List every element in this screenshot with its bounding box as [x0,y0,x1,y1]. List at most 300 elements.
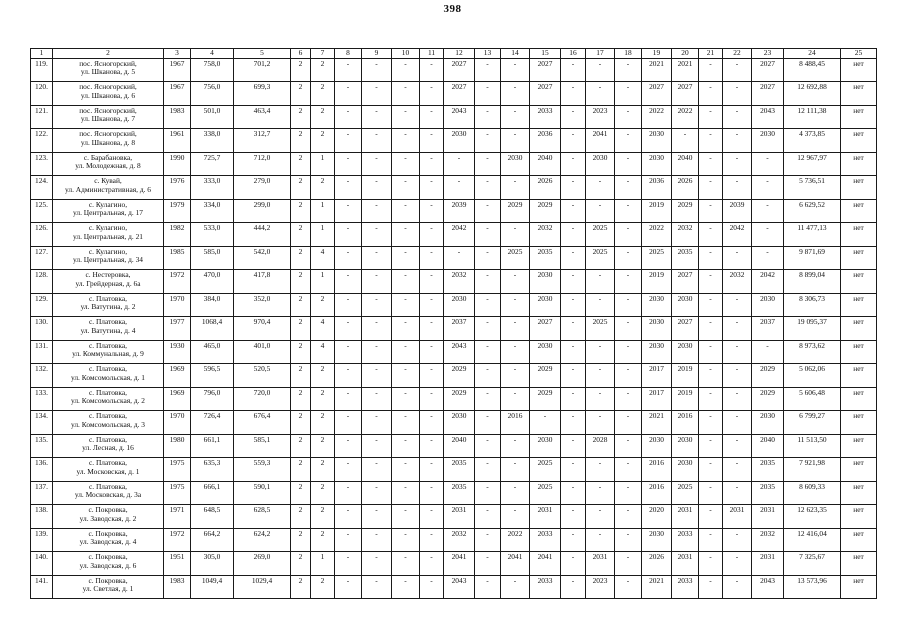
cell-col-6: 2 [291,293,311,317]
cell-col-18: - [615,246,642,270]
cell-col-4: 333,0 [191,176,234,200]
cell-col-3: 1969 [164,387,191,411]
cell-col-24: 8 306,73 [784,293,841,317]
cell-col-3: 1972 [164,270,191,294]
cell-col-19: 2016 [642,481,672,505]
cell-col-11: - [420,129,444,153]
cell-col-13: - [475,223,501,247]
cell-col-12: 2041 [444,552,475,576]
cell-col-23: - [752,246,784,270]
address-locality: с. Платовка, [88,340,127,350]
cell-col-14: - [501,458,530,482]
row-number: 138. [31,505,53,529]
cell-col-21: - [699,481,723,505]
cell-col-11: - [420,575,444,599]
cell-col-18: - [615,199,642,223]
cell-col-21: - [699,458,723,482]
cell-col-9: - [362,199,392,223]
cell-col-8: - [335,317,362,341]
cell-col-23: 2030 [752,293,784,317]
address-locality: с. Покровка, [88,575,128,585]
table-row [31,152,877,176]
cell-col-8: - [335,176,362,200]
cell-col-15: 2027 [530,317,561,341]
cell-col-8: - [335,105,362,129]
cell-col-20: 2032 [672,223,699,247]
cell-col-17: - [586,82,615,106]
row-number: 126. [31,223,53,247]
address-street: ул. Коммунальная, д. 9 [72,349,144,359]
cell-col-5: 269,0 [234,552,291,576]
address-street: ул. Шканова, д. 7 [80,114,136,124]
cell-col-15: 2030 [530,434,561,458]
cell-col-9: - [362,105,392,129]
address-locality: с. Кувай, [94,176,122,186]
cell-col-24: 19 095,37 [784,317,841,341]
cell-col-10: - [392,82,420,106]
cell-col-16: - [561,364,586,388]
page-number: 398 [443,3,462,15]
cell-col-24: 11 477,13 [784,223,841,247]
table-row [31,575,877,599]
cell-col-20: 2026 [672,176,699,200]
address-cell [53,58,164,82]
cell-col-20: 2030 [672,458,699,482]
cell-col-5: 417,8 [234,270,291,294]
cell-col-13: - [475,552,501,576]
cell-col-15: 2036 [530,129,561,153]
address-locality: с. Кулагино, [88,246,128,256]
cell-col-11: - [420,58,444,82]
cell-col-4: 726,4 [191,411,234,435]
cell-col-14: 2041 [501,552,530,576]
cell-col-5: 463,4 [234,105,291,129]
cell-col-23: 2031 [752,552,784,576]
cell-col-6: 2 [291,481,311,505]
table-row [31,270,877,294]
cell-col-23: 2043 [752,575,784,599]
row-number: 132. [31,364,53,388]
address-locality: с. Платовка, [88,434,127,444]
cell-col-12: 2030 [444,411,475,435]
address-cell [53,270,164,294]
cell-col-17: - [586,411,615,435]
address-locality: с. Платовка, [88,458,127,468]
cell-col-23: 2027 [752,82,784,106]
cell-col-12: 2032 [444,270,475,294]
address-street: ул. Комсомольская, д. 1 [71,372,145,382]
column-number-row [31,49,877,59]
cell-col-25: нет [841,152,877,176]
row-number: 123. [31,152,53,176]
cell-col-23: 2043 [752,105,784,129]
cell-col-11: - [420,199,444,223]
row-number: 131. [31,340,53,364]
cell-col-15: 2041 [530,552,561,576]
cell-col-10: - [392,340,420,364]
cell-col-16: - [561,293,586,317]
cell-col-24: 6 799,27 [784,411,841,435]
cell-col-14: - [501,364,530,388]
cell-col-21: - [699,293,723,317]
cell-col-8: - [335,434,362,458]
cell-col-13: - [475,82,501,106]
column-header-16: 16 [561,49,586,59]
cell-col-16: - [561,152,586,176]
cell-col-6: 2 [291,317,311,341]
cell-col-18: - [615,411,642,435]
address-locality: с. Покровка, [88,528,128,538]
cell-col-21: - [699,58,723,82]
cell-col-4: 305,0 [191,552,234,576]
cell-col-21: - [699,223,723,247]
cell-col-14: - [501,317,530,341]
cell-col-3: 1961 [164,129,191,153]
cell-col-5: 444,2 [234,223,291,247]
address-street: ул. Заводская, д. 4 [79,537,137,547]
cell-col-17: - [586,340,615,364]
cell-col-3: 1982 [164,223,191,247]
cell-col-12: - [444,152,475,176]
column-header-10: 10 [392,49,420,59]
cell-col-9: - [362,152,392,176]
cell-col-14: 2030 [501,152,530,176]
cell-col-21: - [699,575,723,599]
cell-col-25: нет [841,340,877,364]
cell-col-6: 2 [291,434,311,458]
cell-col-12: 2035 [444,481,475,505]
cell-col-22: - [723,293,752,317]
row-number: 120. [31,82,53,106]
cell-col-12: 2039 [444,199,475,223]
column-header-13: 13 [475,49,501,59]
cell-col-5: 279,0 [234,176,291,200]
cell-col-11: - [420,82,444,106]
cell-col-19: 2017 [642,364,672,388]
cell-col-18: - [615,528,642,552]
cell-col-7: 2 [311,505,335,529]
column-header-8: 8 [335,49,362,59]
cell-col-15: 2026 [530,176,561,200]
address-cell [53,293,164,317]
cell-col-10: - [392,364,420,388]
cell-col-25: нет [841,317,877,341]
cell-col-13: - [475,176,501,200]
cell-col-24: 9 871,69 [784,246,841,270]
cell-col-16: - [561,481,586,505]
cell-col-3: 1967 [164,58,191,82]
cell-col-24: 8 973,62 [784,340,841,364]
cell-col-10: - [392,129,420,153]
cell-col-23: 2042 [752,270,784,294]
cell-col-5: 312,7 [234,129,291,153]
address-street: ул. Светлая, д. 1 [82,584,134,594]
column-header-14: 14 [501,49,530,59]
cell-col-15: 2029 [530,387,561,411]
cell-col-19: 2019 [642,199,672,223]
cell-col-12: 2029 [444,364,475,388]
address-cell [53,434,164,458]
cell-col-23: 2035 [752,458,784,482]
cell-col-19: 2036 [642,176,672,200]
cell-col-20: 2025 [672,481,699,505]
cell-col-16: - [561,317,586,341]
cell-col-15: 2031 [530,505,561,529]
address-street: ул. Московская, д. 1 [76,466,140,476]
cell-col-11: - [420,387,444,411]
cell-col-19: 2021 [642,575,672,599]
cell-col-8: - [335,411,362,435]
cell-col-16: - [561,340,586,364]
cell-col-17: 2025 [586,223,615,247]
cell-col-22: 2042 [723,223,752,247]
table-row [31,434,877,458]
cell-col-10: - [392,58,420,82]
cell-col-18: - [615,434,642,458]
row-number: 125. [31,199,53,223]
column-header-24: 24 [784,49,841,59]
column-header-3: 3 [164,49,191,59]
row-number: 137. [31,481,53,505]
cell-col-10: - [392,552,420,576]
column-header-12: 12 [444,49,475,59]
cell-col-18: - [615,293,642,317]
cell-col-17: 2023 [586,105,615,129]
cell-col-16: - [561,58,586,82]
cell-col-6: 2 [291,152,311,176]
column-header-2: 2 [53,49,164,59]
row-number: 129. [31,293,53,317]
cell-col-21: - [699,411,723,435]
cell-col-7: 2 [311,58,335,82]
cell-col-13: - [475,387,501,411]
cell-col-7: 2 [311,411,335,435]
cell-col-13: - [475,293,501,317]
cell-col-16: - [561,575,586,599]
address-locality: с. Барабановка, [83,152,133,162]
address-cell [53,199,164,223]
cell-col-10: - [392,528,420,552]
cell-col-12: 2043 [444,105,475,129]
cell-col-14: - [501,176,530,200]
cell-col-10: - [392,223,420,247]
cell-col-24: 8 899,04 [784,270,841,294]
cell-col-19: 2022 [642,105,672,129]
row-number: 122. [31,129,53,153]
cell-col-8: - [335,129,362,153]
cell-col-9: - [362,317,392,341]
cell-col-10: - [392,387,420,411]
cell-col-13: - [475,152,501,176]
cell-col-12: 2032 [444,528,475,552]
cell-col-9: - [362,481,392,505]
cell-col-22: - [723,82,752,106]
cell-col-24: 13 573,96 [784,575,841,599]
cell-col-21: - [699,364,723,388]
cell-col-13: - [475,129,501,153]
cell-col-17: 2028 [586,434,615,458]
cell-col-13: - [475,270,501,294]
cell-col-13: - [475,505,501,529]
cell-col-11: - [420,364,444,388]
cell-col-20: 2022 [672,105,699,129]
cell-col-12: - [444,176,475,200]
cell-col-5: 712,0 [234,152,291,176]
cell-col-4: 758,0 [191,58,234,82]
cell-col-16: - [561,434,586,458]
cell-col-15: - [530,411,561,435]
cell-col-15: 2025 [530,458,561,482]
cell-col-25: нет [841,458,877,482]
cell-col-3: 1990 [164,152,191,176]
cell-col-25: нет [841,293,877,317]
cell-col-22: - [723,458,752,482]
address-cell [53,575,164,599]
row-number: 127. [31,246,53,270]
cell-col-4: 470,0 [191,270,234,294]
cell-col-4: 635,3 [191,458,234,482]
cell-col-8: - [335,199,362,223]
cell-col-15: 2030 [530,293,561,317]
cell-col-4: 338,0 [191,129,234,153]
cell-col-22: - [723,152,752,176]
table-row [31,505,877,529]
cell-col-9: - [362,434,392,458]
cell-col-3: 1930 [164,340,191,364]
cell-col-17: 2041 [586,129,615,153]
cell-col-5: 720,0 [234,387,291,411]
cell-col-24: 12 623,35 [784,505,841,529]
cell-col-18: - [615,458,642,482]
cell-col-25: нет [841,364,877,388]
cell-col-17: - [586,199,615,223]
address-cell [53,458,164,482]
cell-col-15: 2030 [530,340,561,364]
cell-col-15: 2027 [530,58,561,82]
cell-col-22: - [723,387,752,411]
cell-col-25: нет [841,82,877,106]
cell-col-3: 1970 [164,293,191,317]
cell-col-22: - [723,317,752,341]
cell-col-7: 2 [311,387,335,411]
cell-col-7: 4 [311,340,335,364]
cell-col-22: - [723,176,752,200]
cell-col-5: 970,4 [234,317,291,341]
cell-col-8: - [335,505,362,529]
cell-col-16: - [561,246,586,270]
cell-col-6: 2 [291,82,311,106]
cell-col-9: - [362,411,392,435]
cell-col-7: 2 [311,575,335,599]
cell-col-21: - [699,129,723,153]
cell-col-18: - [615,223,642,247]
cell-col-22: 2039 [723,199,752,223]
address-locality: с. Платовка, [88,481,127,491]
cell-col-24: 6 629,52 [784,199,841,223]
cell-col-6: 2 [291,387,311,411]
cell-col-25: нет [841,129,877,153]
cell-col-7: 4 [311,246,335,270]
address-cell [53,505,164,529]
cell-col-17: 2025 [586,317,615,341]
cell-col-20: 2030 [672,340,699,364]
cell-col-18: - [615,82,642,106]
cell-col-24: 12 967,97 [784,152,841,176]
cell-col-25: нет [841,270,877,294]
cell-col-16: - [561,270,586,294]
address-locality: с. Платовка, [88,364,127,374]
cell-col-20: 2027 [672,270,699,294]
cell-col-22: - [723,105,752,129]
address-locality: с. Кулагино, [88,199,128,209]
cell-col-11: - [420,105,444,129]
cell-col-25: нет [841,505,877,529]
cell-col-7: 1 [311,552,335,576]
cell-col-13: - [475,199,501,223]
cell-col-7: 4 [311,317,335,341]
row-number: 139. [31,528,53,552]
cell-col-5: 299,0 [234,199,291,223]
cell-col-5: 542,0 [234,246,291,270]
cell-col-11: - [420,176,444,200]
column-header-18: 18 [615,49,642,59]
column-header-1: 1 [31,49,53,59]
cell-col-8: - [335,364,362,388]
cell-col-14: - [501,129,530,153]
cell-col-20: 2040 [672,152,699,176]
cell-col-8: - [335,387,362,411]
cell-col-21: - [699,552,723,576]
cell-col-19: 2030 [642,340,672,364]
address-street: ул. Административная, д. 6 [65,184,151,194]
column-header-23: 23 [752,49,784,59]
cell-col-4: 465,0 [191,340,234,364]
cell-col-8: - [335,152,362,176]
address-street: ул. Шканова, д. 6 [80,90,136,100]
row-number: 140. [31,552,53,576]
cell-col-14: - [501,505,530,529]
address-cell [53,411,164,435]
cell-col-15: 2033 [530,105,561,129]
cell-col-4: 533,0 [191,223,234,247]
cell-col-5: 1029,4 [234,575,291,599]
cell-col-20: 2035 [672,246,699,270]
cell-col-12: 2031 [444,505,475,529]
cell-col-16: - [561,105,586,129]
cell-col-8: - [335,528,362,552]
table-row [31,105,877,129]
cell-col-20: 2030 [672,293,699,317]
cell-col-19: 2019 [642,270,672,294]
cell-col-4: 596,5 [191,364,234,388]
address-street: ул. Центральная, д. 34 [73,255,143,265]
cell-col-6: 2 [291,340,311,364]
cell-col-23: - [752,176,784,200]
cell-col-18: - [615,270,642,294]
cell-col-11: - [420,458,444,482]
cell-col-24: 7 921,98 [784,458,841,482]
cell-col-6: 2 [291,505,311,529]
table-row [31,387,877,411]
table-row [31,58,877,82]
column-header-17: 17 [586,49,615,59]
address-street: ул. Московская, д. 3а [74,490,142,500]
column-header-4: 4 [191,49,234,59]
cell-col-12: 2030 [444,293,475,317]
cell-col-13: - [475,340,501,364]
cell-col-10: - [392,199,420,223]
address-cell [53,364,164,388]
